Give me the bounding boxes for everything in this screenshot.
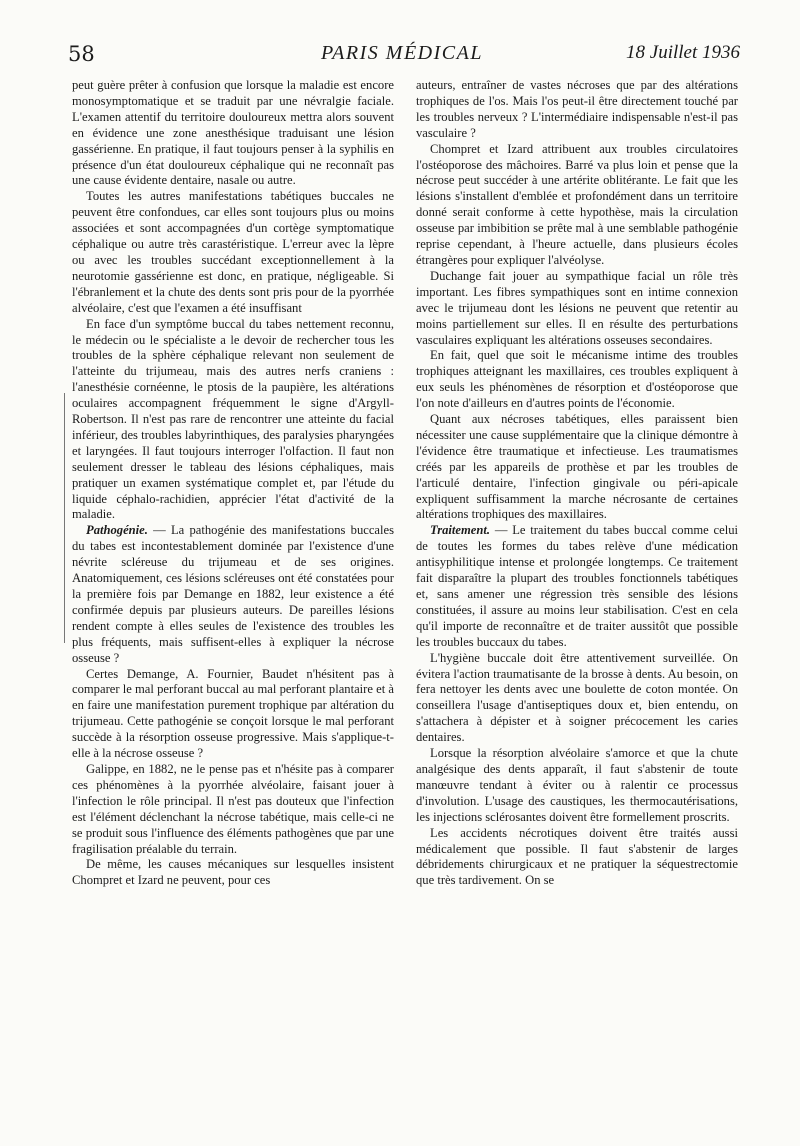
left-column — [72, 78, 394, 889]
paragraph-traitement — [416, 523, 738, 650]
paragraph: En face d'un symptôme buccal du tabes nettement reconnu, le médecin ou le spécialiste a le devoir de rechercher tous les troubles de la sphère céphalique relevant non seulement de l'atteinte du trijumeau, mais des autres nerfs craniens : l'anesthésie cornéenne, le ptosis de la paupière, les altérations oculaires accompagnent fréquemment le signe d'Argyll-Robertson. Il n'est pas rare de rencontrer une atteinte du facial inférieur, des troubles labyrinthiques, des paralysies pharyngées et laryngées. Il faut toujours interroger l'olfaction. Il faut non seulement dresser le tableau des lésions céphaliques, mais pratiquer un examen systématique complet et, par l'étude du liquide céphalo-rachidien, apprécier l'état d'activité de la maladie. — [72, 316, 394, 522]
section-heading-traitement: Traitement. — [430, 523, 491, 538]
margin-annotation-line — [64, 393, 67, 643]
paragraph: Galippe, en 1882, ne le pense pas et n'hésite pas à comparer ces phénomènes à la pyorrhée alvéolaire, faisant jouer à l'infection le rôle principal. Il n'est pas douteux que l'infection est l'élément déclenchant la nécrose tabétique, mais celle-ci ne se produit sous l'influence des éléments pathogènes que par une fragilisation préalable du terrain. — [72, 761, 394, 856]
paragraph-text: — La pathogénie des manifestations buccales du tabes est incontestablement dominée par l'existence d'une névrite scléreuse du trijumeau et de ses origines. Anatomiquement, ces lésions scléreuses ont été constatées pour la première fois par Demange en 1882, leur existence a été confirmée depuis par plusieurs auteurs. De pareilles lésions rendent compte à elles seules de l'existence des troubles les plus fréquents, mais suffisent-elles à expliquer la nécrose osseuse ? — [72, 523, 394, 665]
paragraph: Toutes les autres manifestations tabétiques buccales ne peuvent être confondues, car elles sont toujours plus ou moins associées et sont accompagnées d'un cortège symptomatique céphalique ou autre très carastéristique. L'erreur avec la lèpre ou avec les troubles succédant exceptionnellement à la neurotomie gassérienne est donc, en pratique, négligeable. Si l'ébranlement et la chute des dents sont pris pour de la pyorrhée alvéolaire, c'est que l'examen a été insuffisant — [72, 189, 394, 315]
issue-date: 18 Juillet 1936 — [626, 42, 740, 63]
paragraph: Quant aux nécroses tabétiques, elles paraissent bien nécessiter une cause supplémentaire que la clinique démontre à l'évidence être traumatique et infectieuse. Les traumatismes créés par les appareils de prothèse et par les troubles de l'articulé dentaire, l'infection gingivale ou péri-apicale expliquent suffisamment la marche nécrosante de certaines altérations trophiques des maxillaires. — [416, 412, 738, 522]
page-number: 58 — [68, 42, 95, 66]
paragraph: De même, les causes mécaniques sur lesquelles insistent Chompret et Izard ne peuvent, pour ces — [72, 857, 394, 888]
paragraph: peut guère prêter à confusion que lorsque la maladie est encore monosymptomatique et se traduit par une névralgie faciale. L'examen attentif du territoire douloureux mettra alors souvent en évidence une zone anesthésique traduisant une lésion gassérienne. En pratique, il faut toujours penser à la syphilis en présence d'un état douloureux céphalique qui ne reconnaît pas une cause évidente dentaire, nasale ou autre. — [72, 78, 394, 188]
paragraph: Chompret et Izard attribuent aux troubles circulatoires l'ostéoporose des mâchoires. Barré va plus loin et pense que la nécrose peut succéder à une artérite oblitérante. Le fait que les lésions s'installent d'emblée et profondément dans un territoire donné serait conforme à cette hypothèse, mais la circulation osseuse par imbibition se prête mal à une semblable pathogénie reprise cependant, à l'heure actuelle, dans plusieurs écoles étrangères pour expliquer l'alvéolyse. — [416, 141, 738, 267]
paragraph: auteurs, entraîner de vastes nécroses que par des altérations trophiques de l'os. Mais l'os peut-il être directement touché par les troubles nerveux ? L'intermédiaire indispensable n'est-il pas vasculaire ? — [416, 78, 738, 140]
paragraph: Les accidents nécrotiques doivent être traités aussi médicalement que possible. Il faut s'abstenir de larges débridements chirurgicaux et ne pratiquer la séquestrectomie que très tardivement. On se — [416, 825, 738, 888]
right-column — [416, 78, 738, 889]
journal-title: PARIS MÉDICAL — [321, 42, 483, 64]
page-header — [64, 40, 740, 72]
paragraph: Certes Demange, A. Fournier, Baudet n'hésitent pas à comparer le mal perforant buccal au mal perforant plantaire et à en faire une manifestation purement trophique par altération du trijumeau. Cette pathogénie se conçoit lorsque le mal perforant succède à la résorption osseuse progressive. Mais s'applique-t-elle à la nécrose osseuse ? — [72, 666, 394, 761]
paragraph: En fait, quel que soit le mécanisme intime des troubles trophiques atteignant les maxillaires, ces troubles expliquent à eux seuls les phénomènes de résorption et d'ostéoporose que l'on note d'ailleurs en d'autres points de l'économie. — [416, 348, 738, 411]
section-heading-pathogenie: Pathogénie. — [86, 523, 148, 538]
paragraph: Lorsque la résorption alvéolaire s'amorce et que la chute analgésique des dents apparaît, il faut s'abstenir de toute manœuvre tendant à éviter ou à ralentir ce processus d'involution. L'usage des caustiques, les thermocautérisations, les injections sclérosantes doivent être formellement proscrits. — [416, 746, 738, 824]
paragraph-pathogenie — [72, 523, 394, 666]
paragraph-text: — Le traitement du tabes buccal comme celui de toutes les formes du tabes relève d'une médication antisyphilitique intense et prolongée longtemps. Ce traitement fait disparaître la plupart des troubles fonctionnels tabétiques et, sans amener une régression très sensible des lésions constituées, il assure au moins leur stabilisation. C'est en cela qu'il importe de reconnaître et de traiter aussitôt que possible les troubles buccaux du tabes. — [416, 523, 738, 649]
paragraph: L'hygiène buccale doit être attentivement surveillée. On évitera l'action traumatisante de la brosse à dents. Au besoin, on fera nettoyer les dents avec une boulette de coton montée. On conseillera l'usage d'antiseptiques doux et, bien entendu, on s'attachera à dépister et à soigner précocement les caries dentaires. — [416, 650, 738, 745]
paragraph: Duchange fait jouer au sympathique facial un rôle très important. Les fibres sympathiques sont en intime connexion avec le trijumeau dont les lésions ne peuvent que retentir au moins partiellement sur elles. Il en résulte des perturbations vasculaires expliquant les altérations osseuses secondaires. — [416, 268, 738, 347]
